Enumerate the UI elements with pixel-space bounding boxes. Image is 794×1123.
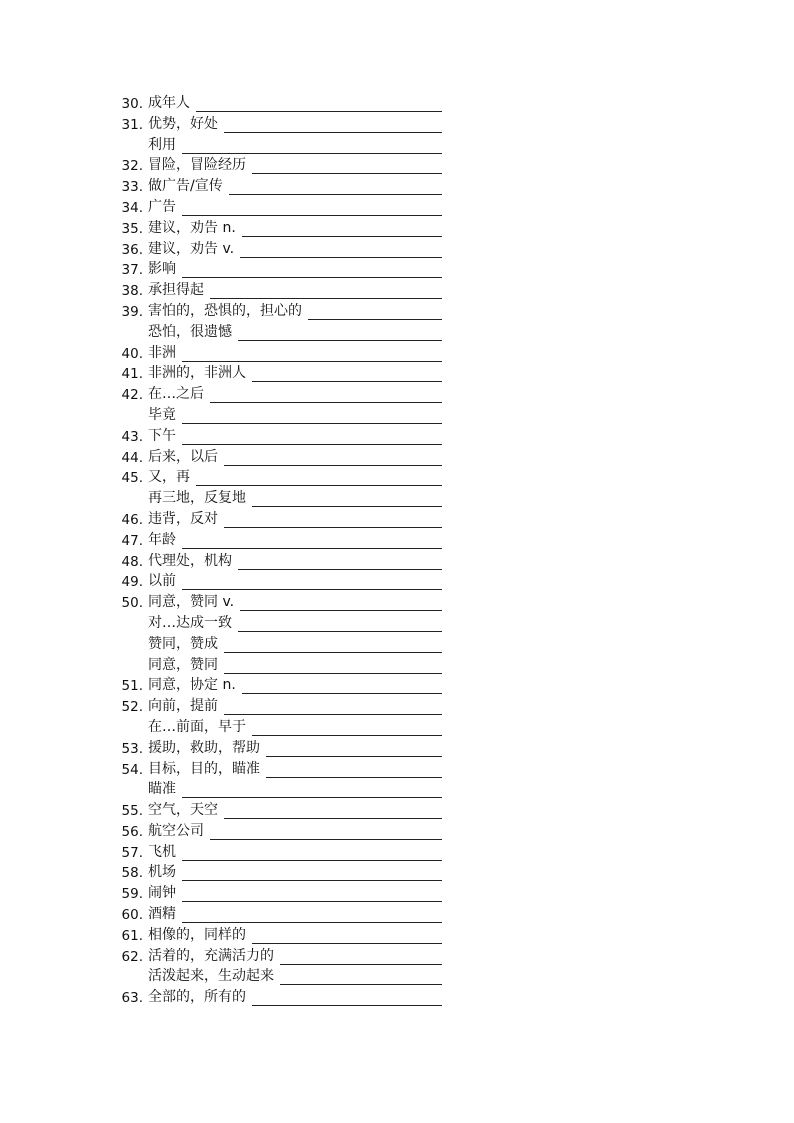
vocab-item bbox=[0, 115, 794, 136]
item-number: 45. bbox=[121, 470, 143, 487]
item-prompt: 瞄准 bbox=[148, 781, 176, 798]
item-number: 59. bbox=[121, 886, 143, 903]
item-prompt: 再三地，反复地 bbox=[148, 490, 246, 507]
vocab-item bbox=[0, 593, 794, 614]
item-prompt: 优势，好处 bbox=[148, 115, 218, 132]
item-prompt: 成年人 bbox=[148, 95, 190, 111]
vocab-item bbox=[0, 718, 794, 739]
item-prompt: 闹钟 bbox=[148, 885, 176, 902]
item-prompt: 相像的，同样的 bbox=[148, 926, 246, 943]
item-prompt: 赞同，赞成 bbox=[148, 635, 218, 652]
answer-blank[interactable] bbox=[210, 298, 442, 299]
answer-blank[interactable] bbox=[224, 652, 442, 653]
answer-blank[interactable] bbox=[182, 215, 442, 216]
item-number: 56. bbox=[121, 823, 143, 840]
answer-blank[interactable] bbox=[252, 381, 442, 382]
answer-blank[interactable] bbox=[252, 173, 442, 174]
vocab-item bbox=[0, 635, 794, 656]
item-number: 39. bbox=[121, 303, 143, 320]
vocab-item bbox=[0, 344, 794, 365]
item-number: 61. bbox=[121, 927, 143, 944]
vocab-item bbox=[0, 926, 794, 947]
answer-blank[interactable] bbox=[182, 797, 442, 798]
answer-blank[interactable] bbox=[238, 569, 442, 570]
vocab-item bbox=[0, 863, 794, 884]
answer-blank[interactable] bbox=[252, 506, 442, 507]
item-prompt: 非洲的，非洲人 bbox=[148, 365, 246, 382]
answer-blank[interactable] bbox=[182, 361, 442, 362]
vocab-item bbox=[0, 406, 794, 427]
item-prompt: 空气，天空 bbox=[148, 802, 218, 819]
vocab-item bbox=[0, 988, 794, 1009]
answer-blank[interactable] bbox=[196, 111, 442, 112]
vocab-item bbox=[0, 780, 794, 801]
vocab-item bbox=[0, 240, 794, 261]
item-prompt: 利用 bbox=[148, 136, 176, 153]
item-number: 44. bbox=[121, 449, 143, 466]
item-number: 54. bbox=[121, 761, 143, 778]
item-prompt: 飞机 bbox=[148, 843, 176, 860]
vocab-item bbox=[0, 219, 794, 240]
answer-blank[interactable] bbox=[252, 943, 442, 944]
vocab-item bbox=[0, 697, 794, 718]
item-prompt: 对…达成一致 bbox=[148, 614, 232, 631]
answer-blank[interactable] bbox=[182, 901, 442, 902]
vocab-item bbox=[0, 281, 794, 302]
item-number: 62. bbox=[121, 948, 143, 965]
item-number: 43. bbox=[121, 428, 143, 445]
answer-blank[interactable] bbox=[224, 714, 442, 715]
item-number: 41. bbox=[121, 366, 143, 383]
item-prompt: 向前，提前 bbox=[148, 698, 218, 715]
item-number: 49. bbox=[121, 574, 143, 591]
vocab-item bbox=[0, 198, 794, 219]
answer-blank[interactable] bbox=[182, 860, 442, 861]
item-prompt: 做广告/宣传 bbox=[148, 178, 223, 195]
item-number: 57. bbox=[121, 844, 143, 861]
item-number: 55. bbox=[121, 803, 143, 820]
item-prompt: 害怕的，恐惧的，担心的 bbox=[148, 302, 302, 319]
answer-blank[interactable] bbox=[182, 589, 442, 590]
item-number: 52. bbox=[121, 699, 143, 716]
item-prompt: 活着的，充满活力的 bbox=[148, 947, 274, 964]
item-prompt: 后来，以后 bbox=[148, 448, 218, 465]
item-prompt: 承担得起 bbox=[148, 282, 204, 299]
item-number: 60. bbox=[121, 907, 143, 924]
answer-blank[interactable] bbox=[242, 236, 442, 237]
item-prompt: 在…前面，早于 bbox=[148, 718, 246, 735]
answer-blank[interactable] bbox=[210, 839, 442, 840]
answer-blank[interactable] bbox=[224, 465, 442, 466]
answer-blank[interactable] bbox=[266, 777, 442, 778]
item-number: 47. bbox=[121, 532, 143, 549]
answer-blank[interactable] bbox=[224, 132, 442, 133]
item-prompt: 建议，劝告 v. bbox=[148, 240, 235, 257]
answer-blank[interactable] bbox=[182, 423, 442, 424]
answer-blank[interactable] bbox=[280, 984, 442, 985]
vocab-item bbox=[0, 656, 794, 677]
answer-blank[interactable] bbox=[242, 693, 442, 694]
item-number: 32. bbox=[121, 158, 143, 175]
item-prompt: 酒精 bbox=[148, 906, 176, 923]
item-number: 33. bbox=[121, 179, 143, 196]
vocab-item bbox=[0, 676, 794, 697]
answer-blank[interactable] bbox=[308, 319, 442, 320]
item-prompt: 恐怕，很遗憾 bbox=[148, 323, 232, 340]
item-prompt: 非洲 bbox=[148, 344, 176, 361]
vocab-item bbox=[0, 947, 794, 968]
vocab-item bbox=[0, 843, 794, 864]
vocab-item bbox=[0, 177, 794, 198]
vocab-item bbox=[0, 510, 794, 531]
item-number: 34. bbox=[121, 199, 143, 216]
item-number: 37. bbox=[121, 262, 143, 279]
item-number: 53. bbox=[121, 740, 143, 757]
item-number: 31. bbox=[121, 116, 143, 133]
item-number: 46. bbox=[121, 511, 143, 528]
vocab-item bbox=[0, 822, 794, 843]
answer-blank[interactable] bbox=[252, 735, 442, 736]
answer-blank[interactable] bbox=[238, 631, 442, 632]
vocab-item bbox=[0, 884, 794, 905]
item-prompt: 违背，反对 bbox=[148, 510, 218, 527]
answer-blank[interactable] bbox=[182, 153, 442, 154]
item-prompt: 代理处，机构 bbox=[148, 552, 232, 569]
answer-blank[interactable] bbox=[182, 922, 442, 923]
vocab-item bbox=[0, 364, 794, 385]
item-number: 58. bbox=[121, 865, 143, 882]
item-prompt: 毕竟 bbox=[148, 406, 176, 423]
item-prompt: 同意，协定 n. bbox=[148, 677, 236, 694]
item-number: 51. bbox=[121, 678, 143, 695]
item-number: 50. bbox=[121, 595, 143, 612]
vocab-item bbox=[0, 552, 794, 573]
answer-blank[interactable] bbox=[238, 340, 442, 341]
item-number: 63. bbox=[121, 990, 143, 1007]
vocab-item bbox=[0, 905, 794, 926]
item-number: 38. bbox=[121, 283, 143, 300]
vocab-item bbox=[0, 468, 794, 489]
item-number: 42. bbox=[121, 387, 143, 404]
vocab-item bbox=[0, 427, 794, 448]
answer-blank[interactable] bbox=[224, 818, 442, 819]
vocab-item bbox=[0, 136, 794, 157]
item-prompt: 冒险，冒险经历 bbox=[148, 157, 246, 174]
vocab-item bbox=[0, 801, 794, 822]
answer-blank[interactable] bbox=[196, 485, 442, 486]
item-number: 35. bbox=[121, 220, 143, 237]
item-prompt: 目标，目的，瞄准 bbox=[148, 760, 260, 777]
vocab-item bbox=[0, 94, 794, 115]
vocab-item bbox=[0, 156, 794, 177]
answer-blank[interactable] bbox=[280, 964, 442, 965]
answer-blank[interactable] bbox=[240, 610, 442, 611]
vocab-item bbox=[0, 572, 794, 593]
answer-blank[interactable] bbox=[210, 402, 442, 403]
vocab-item bbox=[0, 739, 794, 760]
vocab-item bbox=[0, 323, 794, 344]
answer-blank[interactable] bbox=[240, 257, 442, 258]
answer-blank[interactable] bbox=[224, 527, 442, 528]
vocab-item bbox=[0, 760, 794, 781]
item-prompt: 活泼起来，生动起来 bbox=[148, 968, 274, 985]
item-prompt: 机场 bbox=[148, 864, 176, 881]
answer-blank[interactable] bbox=[266, 756, 442, 757]
item-number: 30. bbox=[121, 96, 143, 112]
item-prompt: 建议，劝告 n. bbox=[148, 219, 236, 236]
vocab-item bbox=[0, 489, 794, 510]
answer-blank[interactable] bbox=[182, 880, 442, 881]
answer-blank[interactable] bbox=[182, 444, 442, 445]
vocab-item bbox=[0, 302, 794, 323]
item-prompt: 援助，救助，帮助 bbox=[148, 739, 260, 756]
item-number: 48. bbox=[121, 553, 143, 570]
vocab-item bbox=[0, 448, 794, 469]
vocab-item bbox=[0, 260, 794, 281]
item-number: 40. bbox=[121, 345, 143, 362]
vocabulary-list bbox=[0, 94, 794, 1009]
vocab-item bbox=[0, 967, 794, 988]
answer-blank[interactable] bbox=[182, 548, 442, 549]
vocab-item bbox=[0, 385, 794, 406]
answer-blank[interactable] bbox=[182, 277, 442, 278]
item-prompt: 以前 bbox=[148, 573, 176, 590]
answer-blank[interactable] bbox=[229, 194, 442, 195]
vocab-item bbox=[0, 531, 794, 552]
answer-blank[interactable] bbox=[224, 673, 442, 674]
item-prompt: 同意，赞同 bbox=[148, 656, 218, 673]
item-prompt: 广告 bbox=[148, 198, 176, 215]
answer-blank[interactable] bbox=[252, 1005, 442, 1006]
item-prompt: 在…之后 bbox=[148, 386, 204, 403]
item-prompt: 同意，赞同 v. bbox=[148, 594, 235, 611]
item-prompt: 全部的，所有的 bbox=[148, 989, 246, 1006]
item-prompt: 影响 bbox=[148, 261, 176, 278]
vocab-item bbox=[0, 614, 794, 635]
item-number: 36. bbox=[121, 241, 143, 258]
item-prompt: 航空公司 bbox=[148, 822, 204, 839]
item-prompt: 年龄 bbox=[148, 531, 176, 548]
item-prompt: 下午 bbox=[148, 427, 176, 444]
item-prompt: 又，再 bbox=[148, 469, 190, 486]
